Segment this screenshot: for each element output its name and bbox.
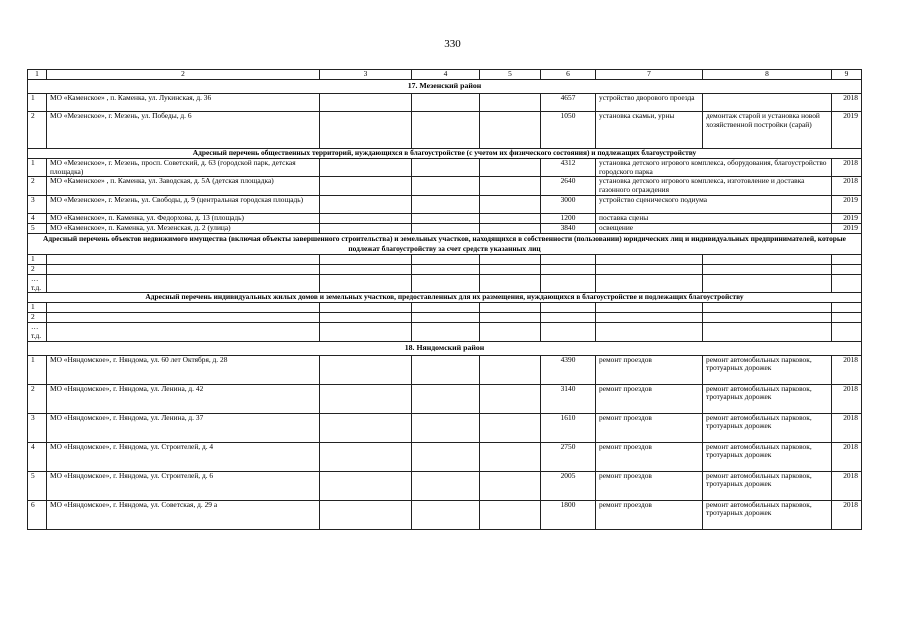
empty-cell: [47, 323, 320, 341]
address-cell: МО «Няндомское», г. Няндома, ул. 60 лет Октября, д. 28: [47, 355, 320, 384]
year-cell: 2018: [832, 413, 862, 442]
empty-cell: [596, 274, 703, 292]
year-cell: 2018: [832, 94, 862, 112]
empty-cell: [320, 303, 412, 313]
area-cell: 3840: [541, 223, 596, 233]
row-number: 2: [28, 177, 47, 195]
empty-cell: [320, 471, 412, 500]
empty-cell: [320, 223, 412, 233]
column-numbers-row: [28, 70, 862, 80]
table-row: [28, 471, 862, 500]
works-cell: устройство сценического подиума: [596, 195, 832, 213]
empty-cell: [412, 384, 480, 413]
empty-cell: [47, 303, 320, 313]
row-number: 5: [28, 471, 47, 500]
works-cell: устройство дворового проезда: [596, 94, 703, 112]
year-cell: 2018: [832, 177, 862, 195]
empty-cell: [703, 254, 832, 264]
year-cell: 2019: [832, 213, 862, 223]
empty-cell: [480, 471, 541, 500]
subsection-title: Адресный перечень объектов недвижимого имущества (включая объекты завершенного строительства) и земельных участков, находящихся в собственности (пользовании) юридических лиц и индивидуальных предпринимателей, которые подлежат благоустройству за счет средств указанных лиц: [28, 233, 862, 254]
extra-works-cell: ремонт автомобильных парковок, тротуарных дорожек: [703, 355, 832, 384]
empty-cell: [480, 177, 541, 195]
subsection-heading-houses: [28, 293, 862, 303]
empty-cell: [412, 471, 480, 500]
column-number: 5: [480, 70, 541, 80]
empty-cell: [412, 254, 480, 264]
year-cell: 2019: [832, 223, 862, 233]
page-number: 330: [444, 38, 461, 50]
works-cell: установка детского игрового комплекса, изготовление и доставка газонного ограждения: [596, 177, 832, 195]
subsection-heading-realty: [28, 233, 862, 254]
table-row: [28, 442, 862, 471]
address-cell: МО «Няндомское», г. Няндома, ул. Ленина, д. 37: [47, 413, 320, 442]
empty-cell: [320, 413, 412, 442]
empty-cell: [541, 254, 596, 264]
row-number: 2: [28, 112, 47, 149]
row-number: 6: [28, 500, 47, 529]
section-title: 18. Няндомский район: [28, 341, 862, 355]
empty-cell: [412, 442, 480, 471]
address-cell: МО «Няндомское», г. Няндома, ул. Строителей, д. 6: [47, 471, 320, 500]
empty-cell: [480, 195, 541, 213]
empty-cell: [412, 177, 480, 195]
empty-cell: [320, 264, 412, 274]
year-cell: 2018: [832, 442, 862, 471]
year-cell: 2019: [832, 195, 862, 213]
empty-cell: [320, 94, 412, 112]
extra-works-cell: ремонт автомобильных парковок, тротуарных дорожек: [703, 442, 832, 471]
extra-works-cell: ремонт автомобильных парковок, тротуарных дорожек: [703, 471, 832, 500]
empty-cell: [412, 264, 480, 274]
works-cell: ремонт проездов: [596, 442, 703, 471]
empty-cell: [541, 323, 596, 341]
empty-cell: [480, 94, 541, 112]
empty-row: [28, 274, 862, 292]
empty-cell: [541, 264, 596, 274]
section-title: 17. Мезенский район: [28, 80, 862, 94]
extra-works-cell: ремонт автомобильных парковок, тротуарных дорожек: [703, 384, 832, 413]
subsection-heading-public: [28, 149, 862, 159]
address-cell: МО «Каменское», п. Каменка, ул. Мезенская, д. 2 (улица): [47, 223, 320, 233]
empty-cell: [412, 323, 480, 341]
empty-cell: [541, 274, 596, 292]
empty-row: [28, 323, 862, 341]
column-number: 3: [320, 70, 412, 80]
row-number: 2: [28, 264, 47, 274]
empty-cell: [412, 500, 480, 529]
extra-works-cell: демонтаж старой и установка новой хозяйственной постройки (сарай): [703, 112, 832, 149]
empty-cell: [832, 313, 862, 323]
column-number: 1: [28, 70, 47, 80]
section-heading-nyandoma: [28, 341, 862, 355]
year-cell: 2018: [832, 384, 862, 413]
empty-cell: [320, 355, 412, 384]
empty-cell: [596, 313, 703, 323]
row-number: 3: [28, 413, 47, 442]
empty-cell: [596, 323, 703, 341]
table-row: [28, 500, 862, 529]
empty-cell: [832, 254, 862, 264]
empty-cell: [480, 159, 541, 177]
row-number: 1: [28, 303, 47, 313]
empty-cell: [320, 159, 412, 177]
column-number: 2: [47, 70, 320, 80]
empty-cell: [320, 500, 412, 529]
empty-cell: [480, 213, 541, 223]
works-cell: установка скамьи, урны: [596, 112, 703, 149]
empty-cell: [480, 254, 541, 264]
row-number: …т.д.: [28, 274, 47, 292]
address-cell: МО «Каменское» , п. Каменка, ул. Лукинская, д. 36: [47, 94, 320, 112]
row-number: 4: [28, 213, 47, 223]
works-cell: освещение: [596, 223, 832, 233]
empty-cell: [320, 177, 412, 195]
table-row: [28, 112, 862, 149]
works-cell: установка детского игрового комплекса, оборудования, благоустройство городского парка: [596, 159, 832, 177]
row-number: 3: [28, 195, 47, 213]
area-cell: 4390: [541, 355, 596, 384]
table-row: [28, 195, 862, 213]
empty-cell: [480, 274, 541, 292]
empty-cell: [703, 323, 832, 341]
year-cell: 2019: [832, 112, 862, 149]
empty-cell: [480, 500, 541, 529]
column-number: 7: [596, 70, 703, 80]
empty-cell: [412, 274, 480, 292]
empty-cell: [596, 264, 703, 274]
area-cell: 1610: [541, 413, 596, 442]
empty-cell: [832, 264, 862, 274]
empty-cell: [412, 213, 480, 223]
empty-cell: [47, 274, 320, 292]
row-number: 1: [28, 94, 47, 112]
empty-cell: [703, 264, 832, 274]
address-cell: МО «Мезенское», г. Мезень, ул. Победы, д. 6: [47, 112, 320, 149]
column-number: 8: [703, 70, 832, 80]
area-cell: 1800: [541, 500, 596, 529]
empty-row: [28, 303, 862, 313]
empty-cell: [480, 112, 541, 149]
empty-cell: [703, 313, 832, 323]
area-cell: 2005: [541, 471, 596, 500]
extra-works-cell: [703, 94, 832, 112]
empty-cell: [480, 303, 541, 313]
empty-cell: [47, 313, 320, 323]
empty-cell: [412, 112, 480, 149]
section-heading-mezen: [28, 80, 862, 94]
row-number: …т.д.: [28, 323, 47, 341]
empty-cell: [480, 355, 541, 384]
empty-cell: [320, 323, 412, 341]
works-cell: ремонт проездов: [596, 471, 703, 500]
address-cell: МО «Няндомское», г. Няндома, ул. Советская, д. 29 а: [47, 500, 320, 529]
empty-cell: [703, 274, 832, 292]
address-cell: МО «Мезенское», г. Мезень, ул. Свободы, д. 9 (центральная городская площадь): [47, 195, 320, 213]
column-number: 6: [541, 70, 596, 80]
empty-cell: [480, 413, 541, 442]
empty-row: [28, 254, 862, 264]
address-cell: МО «Няндомское», г. Няндома, ул. Ленина, д. 42: [47, 384, 320, 413]
address-cell: МО «Каменское» , п. Каменка, ул. Заводская, д. 5А (детская площадка): [47, 177, 320, 195]
empty-cell: [480, 442, 541, 471]
works-cell: ремонт проездов: [596, 500, 703, 529]
empty-row: [28, 313, 862, 323]
table-row: [28, 384, 862, 413]
empty-cell: [320, 195, 412, 213]
subsection-title: Адресный перечень общественных территорий, нуждающихся в благоустройстве (с учетом их физического состояния) и подлежащих благоустройству: [28, 149, 862, 159]
empty-cell: [596, 254, 703, 264]
works-cell: ремонт проездов: [596, 384, 703, 413]
empty-cell: [320, 213, 412, 223]
table-row: [28, 94, 862, 112]
empty-cell: [480, 223, 541, 233]
empty-cell: [412, 159, 480, 177]
empty-cell: [412, 413, 480, 442]
empty-cell: [412, 313, 480, 323]
empty-cell: [412, 303, 480, 313]
area-cell: 3140: [541, 384, 596, 413]
table-row: [28, 213, 862, 223]
column-number: 9: [832, 70, 862, 80]
address-table: [27, 69, 862, 530]
table-row: [28, 413, 862, 442]
year-cell: 2018: [832, 355, 862, 384]
empty-cell: [832, 323, 862, 341]
empty-cell: [320, 254, 412, 264]
area-cell: 1050: [541, 112, 596, 149]
year-cell: 2018: [832, 500, 862, 529]
address-cell: МО «Няндомское», г. Няндома, ул. Строителей, д. 4: [47, 442, 320, 471]
year-cell: 2018: [832, 159, 862, 177]
empty-cell: [320, 112, 412, 149]
empty-cell: [320, 274, 412, 292]
empty-cell: [596, 303, 703, 313]
empty-cell: [320, 313, 412, 323]
row-number: 5: [28, 223, 47, 233]
year-cell: 2018: [832, 471, 862, 500]
row-number: 2: [28, 313, 47, 323]
empty-cell: [480, 323, 541, 341]
area-cell: 4312: [541, 159, 596, 177]
works-cell: поставка сцены: [596, 213, 832, 223]
area-cell: 4657: [541, 94, 596, 112]
empty-cell: [320, 442, 412, 471]
area-cell: 2640: [541, 177, 596, 195]
extra-works-cell: ремонт автомобильных парковок, тротуарных дорожек: [703, 413, 832, 442]
table-row: [28, 177, 862, 195]
empty-cell: [47, 264, 320, 274]
row-number: 2: [28, 384, 47, 413]
row-number: 1: [28, 159, 47, 177]
empty-cell: [703, 303, 832, 313]
area-cell: 3000: [541, 195, 596, 213]
works-cell: ремонт проездов: [596, 355, 703, 384]
empty-cell: [412, 223, 480, 233]
empty-cell: [412, 355, 480, 384]
address-cell: МО «Мезенское», г. Мезень, просп. Советский, д. 63 (городской парк, детская площадка): [47, 159, 320, 177]
address-cell: МО «Каменское», п. Каменка, ул. Федорхова, д. 13 (площадь): [47, 213, 320, 223]
empty-cell: [541, 313, 596, 323]
empty-cell: [320, 384, 412, 413]
empty-cell: [47, 254, 320, 264]
empty-cell: [412, 94, 480, 112]
table-row: [28, 355, 862, 384]
row-number: 1: [28, 254, 47, 264]
subsection-title: Адресный перечень индивидуальных жилых домов и земельных участков, предоставленных для их размещения, нуждающихся в благоустройстве и подлежащих благоустройству: [28, 293, 862, 303]
row-number: 1: [28, 355, 47, 384]
empty-cell: [832, 303, 862, 313]
works-cell: ремонт проездов: [596, 413, 703, 442]
empty-cell: [832, 274, 862, 292]
extra-works-cell: ремонт автомобильных парковок, тротуарных дорожек: [703, 500, 832, 529]
empty-cell: [541, 303, 596, 313]
table-row: [28, 223, 862, 233]
table-row: [28, 159, 862, 177]
row-number: 4: [28, 442, 47, 471]
empty-row: [28, 264, 862, 274]
empty-cell: [480, 313, 541, 323]
column-number: 4: [412, 70, 480, 80]
area-cell: 1200: [541, 213, 596, 223]
empty-cell: [412, 195, 480, 213]
area-cell: 2750: [541, 442, 596, 471]
empty-cell: [480, 384, 541, 413]
empty-cell: [480, 264, 541, 274]
